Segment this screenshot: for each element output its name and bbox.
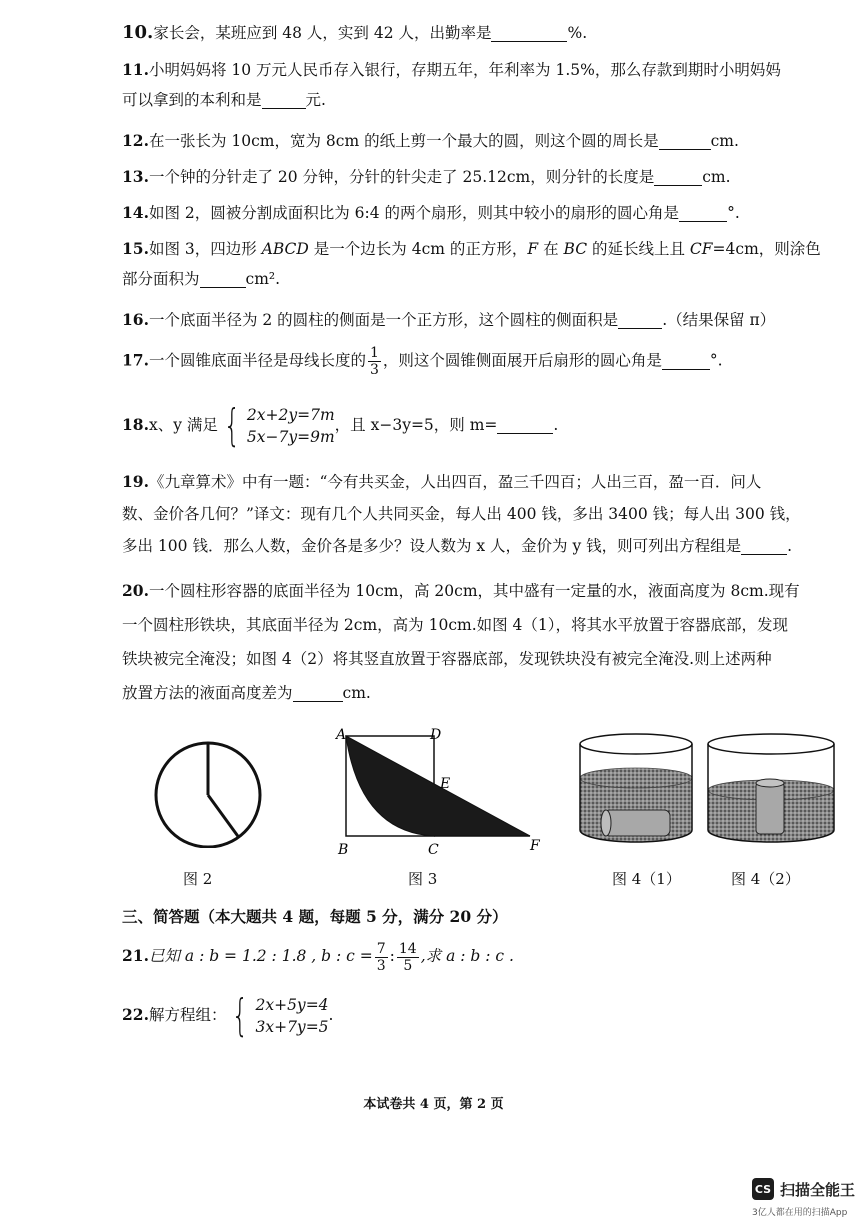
question-16: 16.一个底面半径为 2 的圆柱的侧面是一个正方形，这个圆柱的侧面积是 .（结果保留 π） — [122, 310, 776, 329]
question-13: 13.一个钟的分针走了 20 分钟，分针的针尖走了 25.12cm，则分针的长度是 cm. — [122, 167, 731, 186]
figure-4-2-caption: 图 4（2） — [731, 870, 800, 888]
label-f: F — [530, 838, 540, 854]
question-12: 12.在一张长为 10cm，宽为 8cm 的纸上剪一个最大的圆，则这个圆的周长是 cm. — [122, 131, 739, 150]
fraction-7-3: $\frac{7}{3}$ — [376, 940, 386, 974]
container-horizontal — [580, 734, 692, 842]
label-c: C — [428, 842, 439, 858]
answer-blank[interactable] — [662, 351, 710, 370]
answer-blank[interactable] — [491, 23, 567, 42]
question-14: 14.如图 2，圆被分割成面积比为 6:4 的两个扇形，则其中较小的扇形的圆心角是 °. — [122, 203, 740, 222]
section-3-heading: 三、简答题（本大题共 4 题，每题 5 分，满分 20 分） — [122, 907, 508, 926]
question-17: 17.一个圆锥底面半径是母线长度的 $\frac{1}{3}$ ，则这个圆锥侧面展开后扇形的圆心角是 °. — [122, 345, 723, 378]
answer-blank[interactable] — [659, 131, 711, 150]
question-21: 21.已知 a : b = 1.2 : 1.8 , b : c = $\frac{7}{3}$ : $\frac{14}{5}$ ,求 a : b : c . — [122, 940, 514, 974]
question-10: 10.家长会，某班应到 48 人，实到 42 人，出勤率是 %. — [122, 22, 588, 43]
question-11: 11.小明妈妈将 10 万元人民币存入银行，存期五年，年利率为 1.5%，那么存款到期时小明妈妈 可以拿到的本利和是 元. — [122, 60, 781, 109]
answer-blank[interactable] — [293, 683, 343, 702]
fraction-14-5: $\frac{14}{5}$ — [398, 940, 417, 974]
question-18: 18.x、y 满足 { 2x+2y=7m 5x−7y=9m ，且 x−3y=5，则 m= . — [122, 400, 559, 451]
equation-system: { 2x+5y=4 3x+7y=5 — [232, 990, 329, 1041]
shaded-region — [346, 736, 530, 836]
answer-blank[interactable] — [200, 269, 246, 288]
page-footer: 本试卷共 4 页，第 2 页 — [363, 1097, 504, 1112]
radius-lower — [208, 795, 239, 837]
iron-block-vertical — [756, 782, 784, 834]
scanner-logo: CS 扫描全能王 — [752, 1178, 855, 1200]
figure-4-containers — [576, 730, 838, 855]
label-d: D — [430, 727, 442, 743]
question-19: 19.《九章算术》中有一题：“今有共买金，人出四百，盈三千四百；人出三百，盈一百．问人 数、金价各几何？”译文：现有几个人共同买金，每人出 400 钱，多出 3400 钱；每人出 300 钱， 多出 100 钱．那么人数，金价各是多少？设人数为 x 人，金价为 y 钱，则可列出方程组是 . — [122, 472, 801, 555]
cs-logo-icon: CS — [752, 1178, 774, 1200]
fraction-one-third: $\frac{1}{3}$ — [369, 345, 379, 378]
label-b: B — [338, 842, 349, 858]
answer-blank[interactable] — [679, 203, 727, 222]
label-e: E — [440, 776, 451, 792]
figure-4-1-caption: 图 4（1） — [612, 870, 681, 888]
figure-3-caption: 图 3 — [408, 870, 438, 888]
question-15: 15.如图 3，四边形 ABCD 是一个边长为 4cm 的正方形，F 在 BC 的延长线上且 CF=4cm，则涂色 部分面积为 cm². — [122, 239, 821, 288]
answer-blank[interactable] — [741, 536, 787, 555]
equation-system: { 2x+2y=7m 5x−7y=9m — [223, 400, 335, 451]
scanner-tagline: 3亿人都在用的扫描App — [752, 1208, 848, 1218]
figure-2-caption: 图 2 — [183, 870, 213, 888]
answer-blank[interactable] — [618, 310, 662, 329]
figure-2-circle — [148, 738, 278, 848]
figure-3-square — [330, 724, 550, 864]
iron-block-horizontal — [604, 810, 670, 836]
label-a: A — [336, 727, 347, 743]
question-22: 22.解方程组： { 2x+5y=4 3x+7y=5 . — [122, 990, 334, 1041]
answer-blank[interactable] — [262, 90, 306, 109]
container-vertical — [708, 734, 834, 842]
question-20: 20.一个圆柱形容器的底面半径为 10cm，高 20cm，其中盛有一定量的水，液面高度为 8cm.现有 一个圆柱形铁块，其底面半径为 2cm，高为 10cm.如图 4（1），将其水平放置于容器底部，发现 铁块被完全淹没；如图 4（2）将其竖直放置于容器底部，发现铁块没有被完全淹没.则上述两种 放置方法的液面高度差为 cm. — [122, 581, 800, 702]
answer-blank[interactable] — [497, 415, 553, 434]
answer-blank[interactable] — [654, 167, 702, 186]
